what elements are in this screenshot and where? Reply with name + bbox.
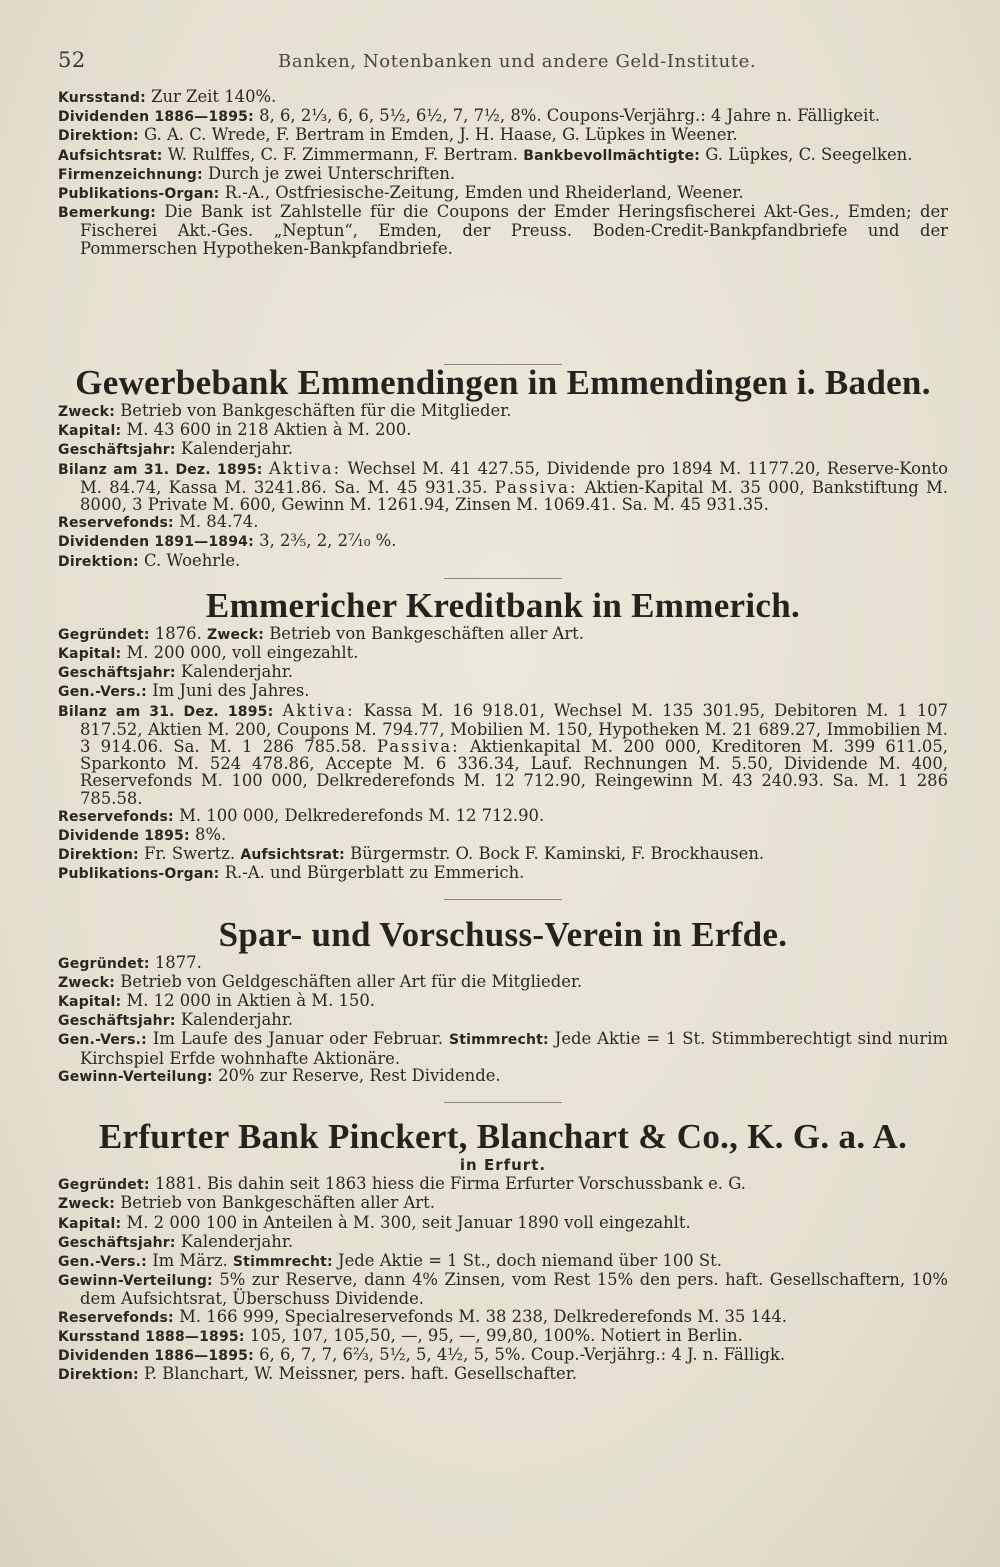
entry-dividenden: Dividenden 1886—1895: 6, 6, 7, 7, 6⅔, 5½, 5, 4½, 5, 5%. Coup.-Verjährg.: 4 J. n. Fälligk. (58, 1344, 786, 1364)
entry-kursstand: Kursstand 1888—1895: 105, 107, 105,50, —, 95, —, 99,80, 100%. Notiert in Berlin. (58, 1325, 743, 1345)
entry-bilanz: Bilanz am 31. Dez. 1895: Aktiva: Wechsel M. 41 427.55, Dividende pro 1894 M. 1177.20, Reserve-Konto M. 84.74, Kassa M. 3241.86. Sa. M. 45 931.35. Passiva: Aktien-Kapital M. 35 000, Bankstiftung M. 8000, 3 Private M. 600, Gewinn M. 1261.94, Zinsen M. 1069.41. Sa. M. 45 931.35. (58, 458, 949, 515)
section-continuation (58, 88, 948, 356)
entry-dividenden: Dividenden 1886—1895: 8, 6, 2⅓, 6, 6, 5½, 6½, 7, 7½, 8%. Coupons-Verjährg.: 4 Jahre n. Fälligkeit. (58, 106, 881, 126)
running-title: Banken, Notenbanken und andere Geld-Institute. (278, 51, 757, 72)
section-erfurter-bank (58, 1118, 948, 1384)
entry-publikation: Publikations-Organ: R.-A. und Bürgerblatt zu Emmerich. (58, 863, 525, 883)
entry-gegruendet: Gegründet: 1877. (58, 952, 202, 972)
entry-reservefonds: Reservefonds: M. 84.74. (58, 512, 259, 532)
entry-aufsichtsrat: Aufsichtsrat: W. Rulffes, C. F. Zimmermann, F. Bertram. Bankbevollmächtigte: G. Lüpkes, C. Seegelken. (58, 144, 913, 164)
section-title: Emmericher Kreditbank in Emmerich. (205, 585, 801, 625)
section-gewerbebank-emmendingen (58, 364, 948, 571)
section-spar-vorschuss-verein-erfde (58, 916, 948, 1086)
section-rule (444, 1102, 562, 1103)
entry-direktion: Direktion: P. Blanchart, W. Meissner, pers. haft. Gesellschafter. (58, 1364, 577, 1384)
page-number: 52 (58, 48, 86, 72)
entry-gewinn-verteilung: Gewinn-Verteilung: 5% zur Reserve, dann 4% Zinsen, vom Rest 15% den pers. haft. Gesellschaftern, 10% dem Aufsichtsrat, Überschuss Dividende. (58, 1270, 948, 1309)
section-title: Spar- und Vorschuss-Verein in Erfde. (218, 914, 788, 954)
entry-direktion: Direktion: Fr. Swertz. Aufsichtsrat: Bürgermstr. O. Bock F. Kaminski, F. Brockhausen. (58, 844, 765, 864)
entry-kapital: Kapital: M. 2 000 100 in Anteilen à M. 300, seit Januar 1890 voll eingezahlt. (58, 1212, 691, 1232)
entry-kapital: Kapital: M. 12 000 in Aktien à M. 150. (58, 991, 376, 1011)
entry-genvers: Gen.-Vers.: Im Juni des Jahres. (58, 681, 310, 701)
entry-gegruendet: Gegründet: 1876. Zweck: Betrieb von Bankgeschäften aller Art. (58, 623, 584, 643)
entry-dividenden: Dividenden 1891—1894: 3, 2⅗, 2, 2⁷⁄₁₀ %. (58, 531, 397, 551)
entry-dividende: Dividende 1895: 8%. (58, 825, 227, 845)
entry-firmenzeichnung: Firmenzeichnung: Durch je zwei Unterschriften. (58, 163, 456, 183)
entry-gewinn-verteilung: Gewinn-Verteilung: 20% zur Reserve, Rest Dividende. (58, 1065, 501, 1085)
entry-kapital: Kapital: M. 200 000, voll eingezahlt. (58, 643, 359, 663)
entry-zweck: Zweck: Betrieb von Bankgeschäften für die Mitglieder. (58, 401, 512, 420)
entry-geschaeftsjahr: Geschäftsjahr: Kalenderjahr. (58, 1231, 294, 1251)
entry-zweck: Zweck: Betrieb von Geldgeschäften aller Art für die Mitglieder. (58, 971, 583, 991)
entry-geschaeftsjahr: Geschäftsjahr: Kalenderjahr. (58, 662, 294, 682)
entry-genvers: Gen.-Vers.: Im März. Stimmrecht: Jede Aktie = 1 St., doch niemand über 100 St. (58, 1250, 722, 1270)
entry-kursstand: Kursstand: Zur Zeit 140%. (58, 87, 277, 106)
entry-geschaeftsjahr: Geschäftsjahr: Kalenderjahr. (58, 1010, 294, 1030)
entry-publikation: Publikations-Organ: R.-A., Ostfriesische-Zeitung, Emden und Rheiderland, Weener. (58, 183, 744, 203)
entry-geschaeftsjahr: Geschäftsjahr: Kalenderjahr. (58, 439, 294, 459)
entry-bemerkung: Bemerkung: Die Bank ist Zahlstelle für die Coupons der Emder Heringsfischerei Akt-Ges., Emden; der Fischerei Akt.-Ges. „Neptun“, Emden, der Preuss. Boden-Credit-Bankpfandbriefe und der Pommerschen Hypotheken-Bankpfandbriefe. (58, 202, 948, 258)
divider (58, 884, 948, 916)
entry-gegruendet: Gegründet: 1881. Bis dahin seit 1863 hiess die Firma Erfurter Vorschussbank e. G. (58, 1174, 746, 1194)
section-rule (444, 578, 562, 579)
entry-zweck: Zweck: Betrieb von Bankgeschäften aller Art. (58, 1193, 435, 1213)
entry-genvers: Gen.-Vers.: Im Laufe des Januar oder Februar. Stimmrecht: Jede Aktie = 1 St. Stimmberechtigt sind nurim Kirchspiel Erfde wohnhafte Aktionäre. (58, 1029, 948, 1068)
entry-bilanz: Bilanz am 31. Dez. 1895: Aktiva: Kassa M. 16 918.01, Wechsel M. 135 301.95, Debitoren M. 1 107 817.52, Aktien M. 200, Coupons M. 794.77, Mobilien M. 150, Hypotheken M. 21 689.27, Immobilien M. 3 914.06. Sa. M. 1 286 785.58. Passiva: Aktienkapital M. 200 000, Kreditoren M. 399 611.05, Sparkonto M. 524 478.86, Accepte M. 6 336.34, Lauf. Rechnungen M. 5.50, Dividende M. 400, Reservefonds M. 100 000, Delkrederefonds M. 12 712.90, Reingewinn M. 43 240.93. Sa. M. 1 286 785.58. (58, 700, 948, 808)
entry-kapital: Kapital: M. 43 600 in 218 Aktien à M. 200. (58, 420, 412, 440)
running-header (58, 48, 948, 88)
divider (58, 1086, 948, 1118)
section-rule (444, 899, 562, 900)
entry-direktion: Direktion: C. Woehrle. (58, 550, 241, 570)
section-subtitle: in Erfurt. (459, 1156, 547, 1175)
entry-direktion: Direktion: G. A. C. Wrede, F. Bertram in Emden, J. H. Haase, G. Lüpkes in Weener. (58, 125, 738, 145)
section-emmericher-kreditbank (58, 587, 948, 884)
entry-reservefonds: Reservefonds: M. 100 000, Delkrederefonds M. 12 712.90. (58, 805, 545, 825)
entry-reservefonds: Reservefonds: M. 166 999, Specialreservefonds M. 38 238, Delkrederefonds M. 35 144. (58, 1306, 788, 1326)
section-title: Erfurter Bank Pinckert, Blanchart & Co., K. G. a. A. (98, 1117, 908, 1157)
section-title: Gewerbebank Emmendingen in Emmendingen i. Baden. (75, 363, 931, 402)
divider (58, 571, 948, 587)
